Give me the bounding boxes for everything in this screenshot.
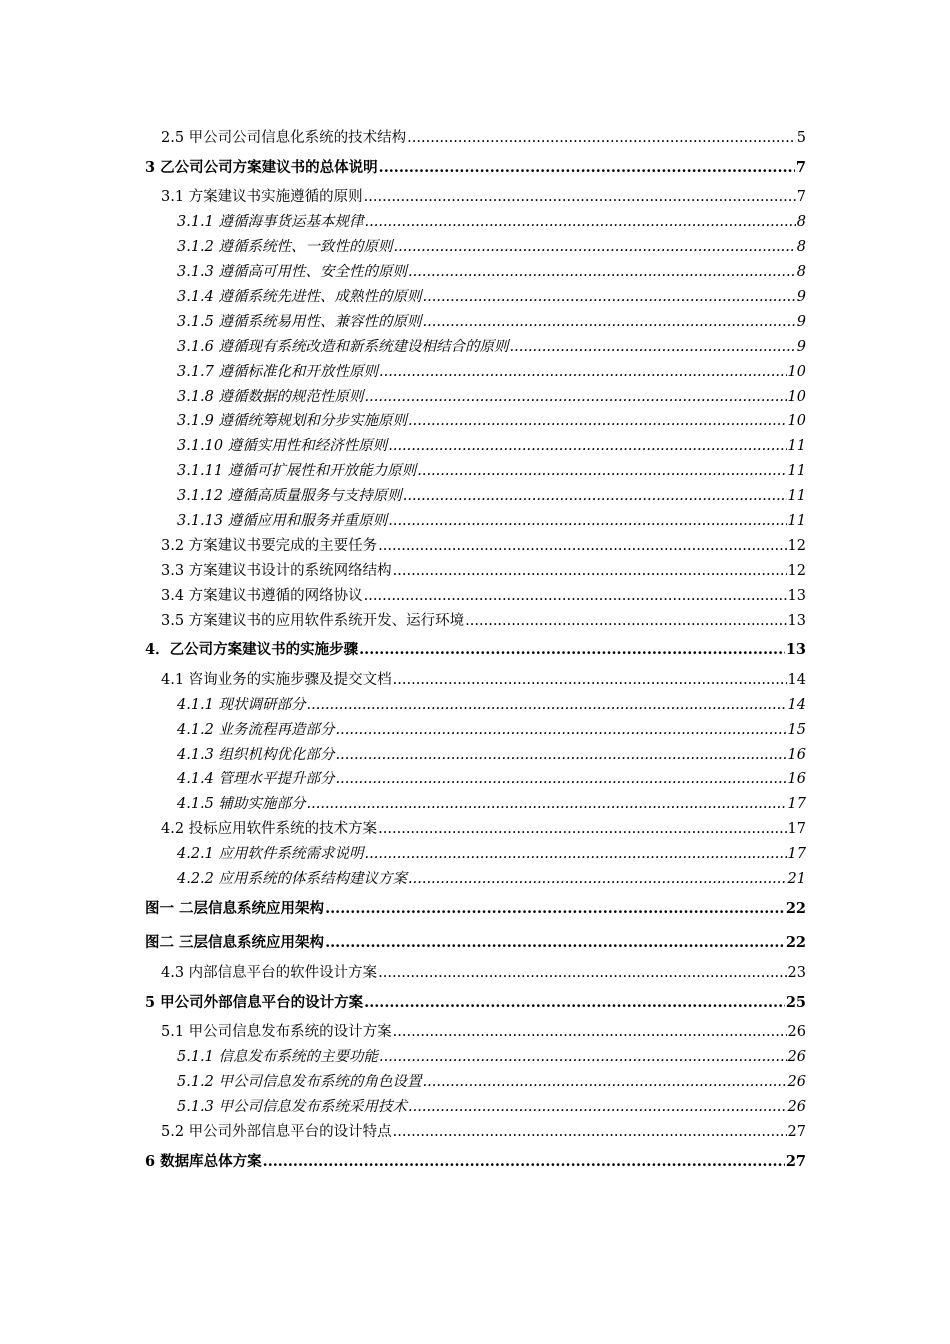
toc-entry[interactable] — [145, 260, 806, 285]
toc-entry[interactable] — [145, 559, 806, 584]
toc-dot-leader — [378, 534, 786, 559]
toc-entry-title: 6 数据库总体方案 — [145, 1152, 262, 1170]
toc-entry-page-number: 7 — [796, 189, 806, 206]
toc-dot-leader — [365, 385, 787, 410]
toc-dot-leader — [423, 1070, 787, 1095]
toc-entry[interactable] — [145, 926, 806, 961]
toc-entry-page-number: 9 — [796, 288, 806, 305]
toc-entry[interactable] — [145, 285, 806, 310]
toc-entry[interactable] — [145, 210, 806, 235]
toc-dot-leader — [393, 668, 787, 693]
toc-entry[interactable] — [145, 1095, 806, 1120]
toc-dot-leader — [365, 842, 787, 867]
toc-dot-leader — [379, 151, 795, 186]
toc-entry[interactable] — [145, 534, 806, 559]
toc-dot-leader — [263, 1145, 785, 1180]
toc-dot-leader — [510, 335, 796, 360]
toc-entry-title: 4.2 投标应用软件系统的技术方案 — [161, 821, 378, 838]
toc-entry-title: 5.1.2 甲公司信息发布系统的角色设置 — [177, 1074, 422, 1091]
toc-entry-page-number: 27 — [785, 1152, 806, 1170]
toc-entry-page-number: 11 — [787, 488, 806, 505]
toc-entry-page-number: 7 — [795, 158, 806, 176]
toc-entry-page-number: 10 — [787, 363, 806, 380]
toc-entry-page-number: 23 — [787, 964, 806, 981]
toc-entry-page-number: 13 — [787, 587, 806, 604]
toc-entry[interactable] — [145, 986, 806, 1021]
toc-entry[interactable] — [145, 718, 806, 743]
toc-entry-page-number: 12 — [787, 562, 806, 579]
toc-entry-page-number: 10 — [787, 413, 806, 430]
toc-entry-title: 5.2 甲公司外部信息平台的设计特点 — [161, 1123, 392, 1140]
toc-entry-page-number: 16 — [787, 771, 806, 788]
toc-entry-title: 3.1 方案建议书实施遵循的原则 — [161, 189, 363, 206]
toc-entry-page-number: 14 — [787, 696, 806, 713]
toc-entry-title: 3.1.13 遵循应用和服务并重原则 — [177, 512, 388, 529]
toc-dot-leader — [325, 892, 785, 927]
toc-entry-title: 3.3 方案建议书设计的系统网络结构 — [161, 562, 392, 579]
toc-entry-page-number: 15 — [787, 721, 806, 738]
toc-entry-page-number: 11 — [787, 438, 806, 455]
toc-entry-page-number: 14 — [787, 671, 806, 688]
toc-dot-leader — [393, 1020, 787, 1045]
toc-entry-page-number: 25 — [785, 993, 806, 1011]
toc-entry[interactable] — [145, 693, 806, 718]
toc-entry-title: 3.1.4 遵循系统先进性、成熟性的原则 — [177, 288, 422, 305]
toc-entry[interactable] — [145, 633, 806, 668]
toc-dot-leader — [365, 210, 796, 235]
toc-entry-page-number: 10 — [787, 388, 806, 405]
toc-entry[interactable] — [145, 360, 806, 385]
toc-entry-title: 4.1.4 管理水平提升部分 — [177, 771, 335, 788]
toc-dot-leader — [388, 509, 786, 534]
toc-dot-leader — [417, 459, 786, 484]
toc-entry[interactable] — [145, 668, 806, 693]
toc-entry-title: 4.2.1 应用软件系统需求说明 — [177, 846, 364, 863]
toc-entry-title: 3.5 方案建议书的应用软件系统开发、运行环境 — [161, 612, 465, 629]
toc-entry-page-number: 13 — [787, 612, 806, 629]
toc-entry-title: 3.4 方案建议书遵循的网络协议 — [161, 587, 363, 604]
toc-entry-page-number: 26 — [787, 1049, 806, 1066]
toc-entry-page-number: 26 — [787, 1024, 806, 1041]
toc-entry[interactable] — [145, 892, 806, 927]
toc-entry[interactable] — [145, 151, 806, 186]
toc-entry-page-number: 9 — [796, 338, 806, 355]
toc-entry[interactable] — [145, 484, 806, 509]
toc-entry[interactable] — [145, 767, 806, 792]
toc-entry[interactable] — [145, 434, 806, 459]
toc-dot-leader — [408, 409, 787, 434]
toc-dot-leader — [336, 718, 787, 743]
toc-dot-leader — [407, 126, 796, 151]
toc-entry-title: 5.1.3 甲公司信息发布系统采用技术 — [177, 1099, 408, 1115]
toc-entry[interactable] — [145, 961, 806, 986]
toc-entry[interactable] — [145, 1070, 806, 1095]
toc-entry[interactable] — [145, 235, 806, 260]
toc-entry-page-number: 17 — [787, 821, 806, 838]
toc-dot-leader — [359, 633, 785, 668]
toc-dot-leader — [408, 867, 787, 892]
toc-dot-leader — [307, 792, 787, 817]
toc-entry-title: 4.1 咨询业务的实施步骤及提交文档 — [161, 671, 392, 688]
toc-entry-page-number: 11 — [787, 463, 806, 480]
toc-entry-page-number: 17 — [787, 796, 806, 813]
toc-dot-leader — [408, 1095, 787, 1120]
toc-dot-leader — [408, 260, 796, 285]
toc-entry-page-number: 8 — [796, 264, 806, 281]
toc-entry[interactable] — [145, 385, 806, 410]
toc-dot-leader — [378, 961, 786, 986]
toc-dot-leader — [336, 743, 787, 768]
toc-entry-title: 3.1.2 遵循系统性、一致性的原则 — [177, 239, 393, 256]
toc-entry-page-number: 21 — [787, 871, 806, 888]
toc-entry-title: 5.1 甲公司信息发布系统的设计方案 — [161, 1024, 392, 1041]
toc-entry-title: 3 乙公司公司方案建议书的总体说明 — [145, 158, 378, 176]
toc-entry-title: 4.1.2 业务流程再造部分 — [177, 721, 335, 738]
toc-dot-leader — [379, 360, 787, 385]
toc-entry-page-number: 26 — [787, 1099, 806, 1115]
toc-dot-leader — [393, 559, 787, 584]
toc-dot-leader — [388, 434, 786, 459]
toc-entry-page-number: 22 — [785, 934, 806, 952]
toc-entry[interactable] — [145, 584, 806, 609]
toc-entry[interactable] — [145, 817, 806, 842]
toc-dot-leader — [307, 693, 787, 718]
toc-dot-leader — [378, 817, 786, 842]
toc-entry-title: 4.3 内部信息平台的软件设计方案 — [161, 964, 378, 981]
toc-entry[interactable] — [145, 509, 806, 534]
toc-entry-title: 3.1.1 遵循海事货运基本规律 — [177, 214, 364, 231]
toc-dot-leader — [393, 1120, 787, 1145]
toc-entry[interactable] — [145, 609, 806, 634]
toc-entry-page-number: 8 — [796, 214, 806, 231]
toc-entry[interactable] — [145, 1145, 806, 1180]
toc-entry-title: 5.1.1 信息发布系统的主要功能 — [177, 1049, 379, 1066]
toc-entry-title: 3.1.3 遵循高可用性、安全性的原则 — [177, 264, 408, 281]
toc-entry-page-number: 16 — [787, 746, 806, 763]
toc-dot-leader — [379, 1045, 787, 1070]
toc-entry-page-number: 22 — [785, 899, 806, 917]
toc-dot-leader — [325, 926, 785, 961]
toc-entry-title: 3.1.8 遵循数据的规范性原则 — [177, 388, 364, 405]
toc-entry-title: 4.1.1 现状调研部分 — [177, 696, 306, 713]
toc-entry-title: 3.1.6 遵循现有系统改造和新系统建设相结合的原则 — [177, 338, 509, 355]
toc-dot-leader — [336, 767, 787, 792]
toc-entry[interactable] — [145, 335, 806, 360]
toc-dot-leader — [465, 609, 786, 634]
toc-entry-title: 3.1.11 遵循可扩展性和开放能力原则 — [177, 463, 417, 480]
toc-entry-title: 5 甲公司外部信息平台的设计方案 — [145, 993, 364, 1011]
toc-entry[interactable] — [145, 310, 806, 335]
toc-entry[interactable] — [145, 1020, 806, 1045]
toc-dot-leader — [423, 310, 796, 335]
toc-entry-title: 4．乙公司方案建议书的实施步骤 — [145, 641, 359, 659]
toc-entry-title: 4.2.2 应用系统的体系结构建议方案 — [177, 871, 408, 888]
toc-dot-leader — [394, 235, 796, 260]
toc-entry[interactable] — [145, 842, 806, 867]
toc-entry[interactable] — [145, 459, 806, 484]
toc-entry-title: 3.1.10 遵循实用性和经济性原则 — [177, 438, 388, 455]
toc-dot-leader — [364, 584, 787, 609]
toc-entry[interactable] — [145, 185, 806, 210]
toc-entry-page-number: 8 — [796, 239, 806, 256]
toc-entry-page-number: 9 — [796, 313, 806, 330]
toc-entry[interactable] — [145, 867, 806, 892]
toc-entry[interactable] — [145, 409, 806, 434]
toc-entry-title: 图二 三层信息系统应用架构 — [145, 934, 325, 952]
toc-entry-title: 图一 二层信息系统应用架构 — [145, 899, 325, 917]
toc-dot-leader — [423, 285, 796, 310]
toc-entry[interactable] — [145, 1120, 806, 1145]
toc-entry-page-number: 17 — [787, 846, 806, 863]
toc-entry[interactable] — [145, 126, 806, 151]
toc-entry[interactable] — [145, 743, 806, 768]
toc-entry-title: 3.1.12 遵循高质量服务与支持原则 — [177, 488, 402, 505]
toc-entry-title: 3.1.7 遵循标准化和开放性原则 — [177, 363, 379, 380]
toc-entry-title: 2.5 甲公司公司信息化系统的技术结构 — [161, 130, 407, 146]
toc-entry[interactable] — [145, 792, 806, 817]
toc-entry-page-number: 27 — [787, 1123, 806, 1140]
toc-entry[interactable] — [145, 1045, 806, 1070]
toc-entry-title: 4.1.3 组织机构优化部分 — [177, 746, 335, 763]
toc-dot-leader — [403, 484, 787, 509]
toc-dot-leader — [364, 185, 796, 210]
toc-entry-page-number: 26 — [787, 1074, 806, 1091]
toc-entry-title: 3.2 方案建议书要完成的主要任务 — [161, 537, 378, 554]
toc-entry-page-number: 5 — [796, 130, 806, 146]
toc-entry-title: 4.1.5 辅助实施部分 — [177, 796, 306, 813]
toc-entry-page-number: 13 — [785, 641, 806, 659]
toc-entry-title: 3.1.5 遵循系统易用性、兼容性的原则 — [177, 313, 422, 330]
toc-entry-title: 3.1.9 遵循统筹规划和分步实施原则 — [177, 413, 408, 430]
table-of-contents — [145, 126, 806, 1179]
toc-entry-page-number: 11 — [787, 512, 806, 529]
toc-dot-leader — [364, 986, 785, 1021]
toc-entry-page-number: 12 — [787, 537, 806, 554]
